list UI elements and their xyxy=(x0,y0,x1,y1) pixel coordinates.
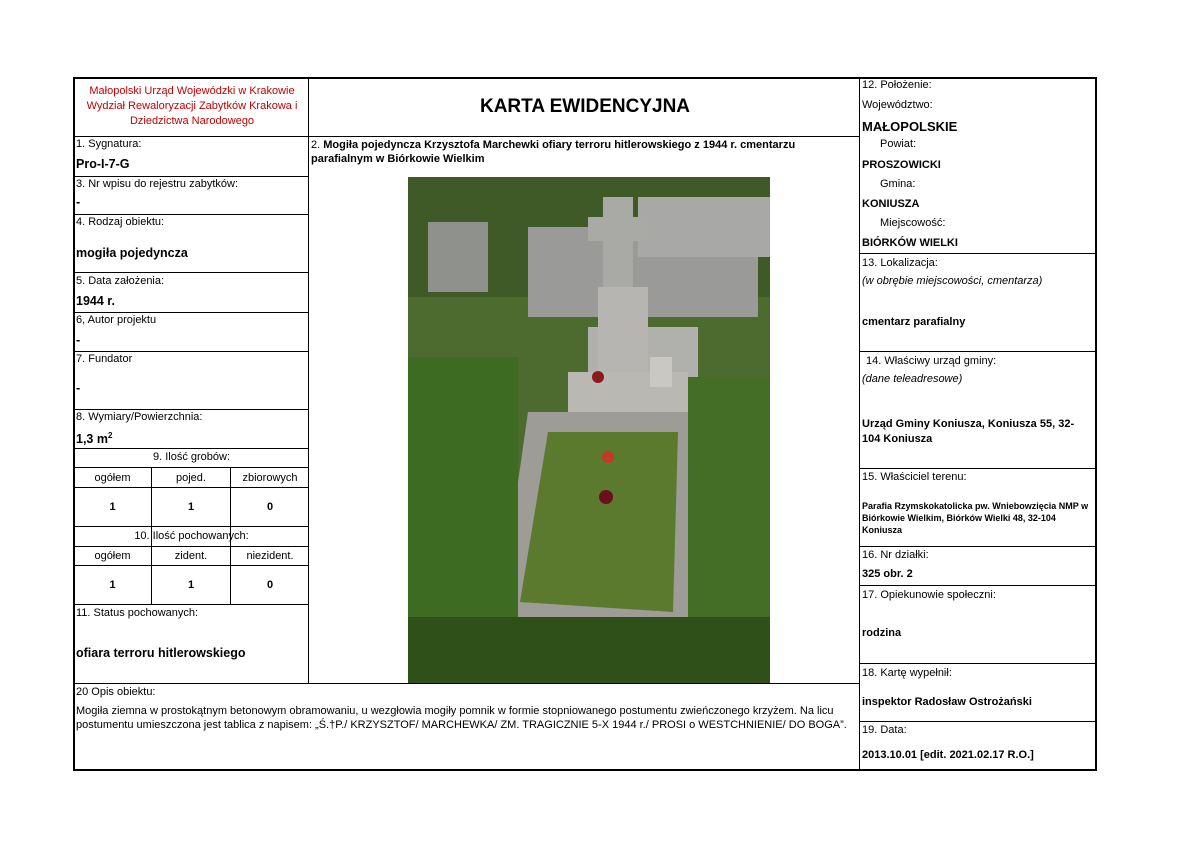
institution-name xyxy=(76,84,308,129)
divider xyxy=(74,176,309,177)
wymiary-value xyxy=(76,431,112,446)
wojewodztwo-value: MAŁOPOLSKIE xyxy=(862,119,958,134)
gmina-label: Gmina: xyxy=(880,178,916,190)
data-zalozenia-value: 1944 r. xyxy=(76,294,115,308)
powiat-label: Powiat: xyxy=(880,138,917,150)
dzialka-value: 325 obr. 2 xyxy=(862,568,913,580)
divider xyxy=(859,721,1096,722)
object-name xyxy=(311,138,856,166)
wlasciciel-label: 15. Właściciel terenu: xyxy=(862,471,967,483)
gmina-value: KONIUSZA xyxy=(862,198,920,210)
rejestr-value: - xyxy=(76,195,81,209)
groby-total: 1 xyxy=(109,501,116,513)
groby-header-total: ogółem xyxy=(94,472,131,484)
data-wypelnienia-label: 19. Data: xyxy=(862,724,907,736)
lokalizacja-hint: (w obrębie miejscowości, cmentarza) xyxy=(862,275,1043,287)
lokalizacja-value: cmentarz parafialny xyxy=(862,316,966,328)
object-name-text: Mogiła pojedyncza Krzysztofa Marchewki ofiary terroru hitlerowskiego z 1944 r. cmentarzu parafialnym w Biórkowie Wielkim xyxy=(311,139,796,165)
groby-header-collective: zbiorowych xyxy=(242,472,298,484)
groby-collective: 0 xyxy=(266,501,274,513)
divider xyxy=(308,78,309,684)
divider xyxy=(74,351,309,352)
urzad-hint: (dane teleadresowe) xyxy=(862,373,963,385)
divider xyxy=(74,448,309,449)
groby-header-single: pojed. xyxy=(176,472,206,484)
status-value: ofiara terroru hitlerowskiego xyxy=(76,646,246,660)
pochowani-header-identified: zident. xyxy=(174,550,208,562)
opis-label: 20 Opis obiektu: xyxy=(76,686,156,698)
grave-photo xyxy=(408,177,770,683)
miejscowosc-label: Miejscowość: xyxy=(880,217,946,229)
data-zalozenia-label: 5. Data założenia: xyxy=(76,275,165,287)
pochowani-header-unidentified: niezident. xyxy=(246,550,294,562)
divider xyxy=(859,78,860,770)
sygnatura-label: 1. Sygnatura: xyxy=(76,138,142,150)
divider xyxy=(74,546,309,547)
fundator-value: - xyxy=(76,381,81,395)
institution-line: Małopolski Urząd Wojewódzki w Krakowie xyxy=(89,85,295,97)
status-label: 11. Status pochowanych: xyxy=(76,607,199,619)
institution-line: Wydział Rewaloryzacji Zabytków Krakowa i xyxy=(86,100,298,112)
wypelnil-label: 18. Kartę wypełnił: xyxy=(862,667,952,679)
rejestr-label: 3. Nr wpisu do rejestru zabytków: xyxy=(76,178,239,190)
sygnatura-value: Pro-I-7-G xyxy=(76,157,130,171)
wymiary-number: 1,3 m xyxy=(76,432,108,447)
divider xyxy=(74,136,859,137)
autor-value: - xyxy=(76,333,81,347)
divider xyxy=(74,272,309,273)
dzialka-label: 16. Nr działki: xyxy=(862,549,929,561)
opiekunowie-label: 17. Opiekunowie społeczni: xyxy=(862,589,996,601)
wypelnil-value: inspektor Radosław Ostrożański xyxy=(862,696,1032,708)
divider xyxy=(859,253,1096,254)
fundator-label: 7. Fundator xyxy=(76,353,133,365)
lokalizacja-label: 13. Lokalizacja: xyxy=(862,257,938,269)
urzad-value: Urząd Gminy Koniusza, Koniusza 55, 32-104 Koniusza xyxy=(862,418,1075,445)
page-title: KARTA EWIDENCYJNA xyxy=(479,96,691,117)
divider xyxy=(74,312,309,313)
divider xyxy=(74,214,309,215)
divider xyxy=(74,409,309,410)
divider xyxy=(859,351,1096,352)
miejscowosc-value: BIÓRKÓW WIELKI xyxy=(862,237,958,249)
divider xyxy=(74,565,309,566)
divider xyxy=(859,663,1096,664)
polozenie-label: 12. Położenie: xyxy=(862,79,932,91)
pochowani-identified: 1 xyxy=(187,579,195,591)
groby-label: 9. Ilość grobów: xyxy=(152,451,231,463)
urzad-label: 14. Właściwy urząd gminy: xyxy=(866,355,997,367)
divider xyxy=(859,546,1096,547)
rodzaj-value: mogiła pojedyncza xyxy=(76,246,188,260)
autor-label: 6, Autor projektu xyxy=(76,314,157,326)
object-name-number: 2. xyxy=(311,139,321,151)
wlasciciel-value: Parafia Rzymskokatolicka pw. Wniebowzięcia NMP w Biórkowie Wielkim, Biórków Wielki 48, 32-104 Koniusza xyxy=(862,501,1089,535)
pochowani-header-total: ogółem xyxy=(94,550,131,562)
institution-line: Dziedzictwa Narodowego xyxy=(129,115,255,127)
divider xyxy=(859,468,1096,469)
wymiary-label: 8. Wymiary/Powierzchnia: xyxy=(76,411,203,423)
opiekunowie-value: rodzina xyxy=(862,627,902,639)
divider xyxy=(74,487,309,488)
groby-single: 1 xyxy=(187,501,195,513)
divider xyxy=(74,467,309,468)
divider xyxy=(74,683,859,684)
pochowani-total: 1 xyxy=(109,579,116,591)
divider xyxy=(74,604,309,605)
divider xyxy=(74,526,309,527)
wojewodztwo-label: Województwo: xyxy=(862,99,933,111)
wymiary-unit-exponent: 2 xyxy=(107,431,113,440)
powiat-value: PROSZOWICKI xyxy=(862,159,941,171)
divider xyxy=(859,585,1096,586)
pochowani-label: 10. Ilość pochowanych: xyxy=(134,530,249,542)
rodzaj-label: 4. Rodzaj obiektu: xyxy=(76,216,165,228)
data-wypelnienia-value: 2013.10.01 [edit. 2021.02.17 R.O.] xyxy=(862,749,1034,761)
pochowani-unidentified: 0 xyxy=(266,579,274,591)
opis-text: Mogiła ziemna w prostokątnym betonowym obramowaniu, u wezgłowia mogiły pomnik w formie stopniowanego postumentu zwieńczonego krzyżem. Na licu postumentu umieszczona jest tablica z napisem: „Ś.†P./ KRZYSZTOF/ MARCHEWKA/ ZM. TRAGICZNIE 5-X 1944 r./ PROSI o WESTCHNIENIE/ DO BOGA”. xyxy=(76,705,847,731)
